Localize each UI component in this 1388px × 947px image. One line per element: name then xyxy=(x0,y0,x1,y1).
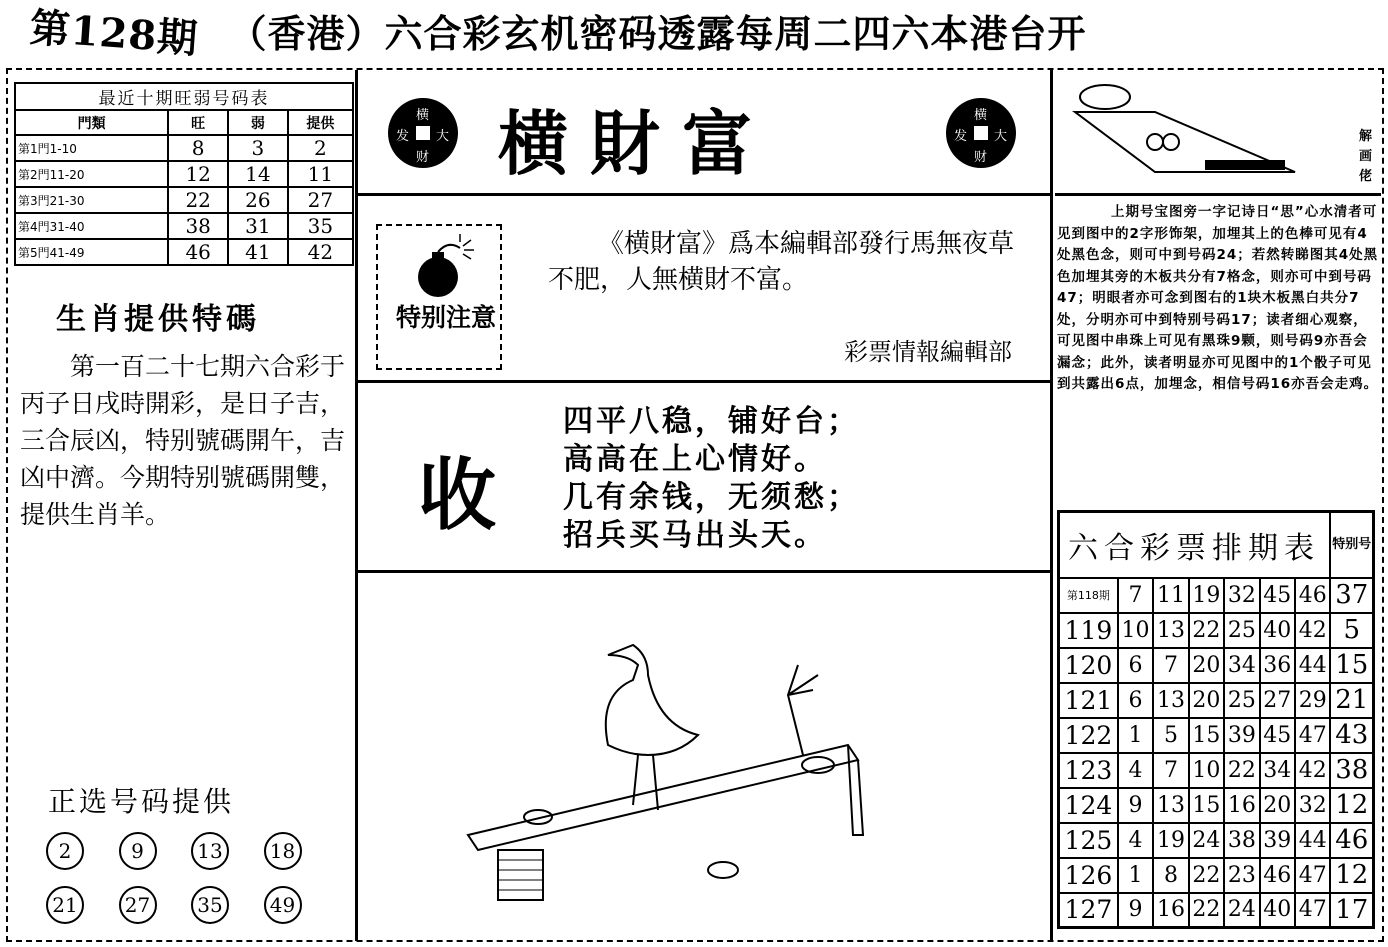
schedule-issue: 127 xyxy=(1059,893,1118,928)
schedule-number: 47 xyxy=(1295,858,1330,893)
coin-char: 发 xyxy=(396,129,410,144)
schedule-number: 22 xyxy=(1189,893,1224,928)
schedule-number: 24 xyxy=(1189,823,1224,858)
schedule-number: 32 xyxy=(1224,578,1259,613)
schedule-number: 9 xyxy=(1118,893,1153,928)
bomb-icon xyxy=(408,232,488,302)
strength-weak: 26 xyxy=(228,187,288,213)
poem-line: 几有余钱，无须愁； xyxy=(563,480,860,515)
schedule-number: 27 xyxy=(1260,683,1295,718)
notice-label: 特别注意 xyxy=(396,303,497,332)
schedule-issue: 126 xyxy=(1059,858,1118,893)
strength-pick: 11 xyxy=(288,161,353,187)
schedule-row xyxy=(1059,648,1374,683)
pick-number-ball: 35 xyxy=(191,886,229,924)
schedule-number: 20 xyxy=(1189,648,1224,683)
coin-char: 大 xyxy=(994,129,1008,144)
coin-char: 横 xyxy=(416,108,430,123)
schedule-number: 1 xyxy=(1118,718,1153,753)
schedule-issue: 123 xyxy=(1059,753,1118,788)
schedule-special: 17 xyxy=(1330,893,1373,928)
schedule-number: 16 xyxy=(1153,893,1188,928)
schedule-number: 8 xyxy=(1153,858,1188,893)
schedule-number: 44 xyxy=(1295,648,1330,683)
schedule-number: 5 xyxy=(1153,718,1188,753)
schedule-number: 45 xyxy=(1260,718,1295,753)
col-header: 提供 xyxy=(288,110,353,135)
pick-number-ball: 2 xyxy=(46,832,84,870)
schedule-special: 43 xyxy=(1330,718,1373,753)
notice-section xyxy=(358,193,1050,383)
strength-strong: 12 xyxy=(168,161,228,187)
schedule-special: 12 xyxy=(1330,788,1373,823)
schedule-number: 34 xyxy=(1260,753,1295,788)
schedule-special: 46 xyxy=(1330,823,1373,858)
schedule-row xyxy=(1059,683,1374,718)
schedule-number: 10 xyxy=(1118,613,1153,648)
schedule-row xyxy=(1059,578,1374,613)
coin-char: 横 xyxy=(974,108,988,123)
poem-section xyxy=(358,383,1050,573)
schedule-number: 32 xyxy=(1295,788,1330,823)
pick-number-ball: 27 xyxy=(119,886,157,924)
zodiac-text: 第一百二十七期六合彩于丙子日戌時開彩，是日子吉，三合辰凶，特别號碼開午，吉凶中濟。今期特别號碼開雙，提供生肖羊。 xyxy=(20,352,346,529)
picks-title: 正选号码提供 xyxy=(48,785,235,818)
picks-list xyxy=(46,832,336,924)
strength-pick: 2 xyxy=(288,135,353,161)
schedule-number: 20 xyxy=(1189,683,1224,718)
riddle-text: 上期号宝图旁一字记诗日“思”心水清者可见到图中的2字形饰架，加埋其上的色棒可见有4处黑色念，则可中到号码24；若然转睇图其4处黑色加埋其旁的木板共分有7格念，则亦可中到号码47；明眼者亦可念到图右的1块木板黑白共分7处，分明亦可中到特别号码17；读者细心观察，可见图中串珠上可见有黑珠9颗，则号码9亦吾会漏念；此外，读者明显亦可见图中的1个骰子可见到共露出6点，加埋念，相信号码16亦吾会走鸡。 xyxy=(1057,204,1379,392)
strength-row xyxy=(15,239,353,265)
schedule-issue: 120 xyxy=(1059,648,1118,683)
schedule-special: 38 xyxy=(1330,753,1373,788)
schedule-number: 42 xyxy=(1295,613,1330,648)
strength-row xyxy=(15,161,353,187)
schedule-number: 22 xyxy=(1224,753,1259,788)
schedule-number: 9 xyxy=(1118,788,1153,823)
strength-label: 第1門1-10 xyxy=(15,135,168,161)
schedule-number: 19 xyxy=(1189,578,1224,613)
schedule-number: 22 xyxy=(1189,858,1224,893)
riddle-picture xyxy=(1055,72,1381,196)
pick-number-ball: 18 xyxy=(264,832,302,870)
schedule-row xyxy=(1059,613,1374,648)
schedule-number: 4 xyxy=(1118,753,1153,788)
schedule-special: 37 xyxy=(1330,578,1373,613)
schedule-number: 13 xyxy=(1153,683,1188,718)
coin-char: 财 xyxy=(416,150,430,165)
schedule-number: 15 xyxy=(1189,788,1224,823)
schedule-special: 5 xyxy=(1330,613,1373,648)
coin-char: 大 xyxy=(436,129,450,144)
schedule-number: 29 xyxy=(1295,683,1330,718)
schedule-number: 13 xyxy=(1153,788,1188,823)
strength-weak: 31 xyxy=(228,213,288,239)
schedule-number: 11 xyxy=(1153,578,1188,613)
schedule-issue: 119 xyxy=(1059,613,1118,648)
special-header: 特别号 xyxy=(1330,512,1373,578)
schedule-number: 40 xyxy=(1260,613,1295,648)
schedule-number: 36 xyxy=(1260,648,1295,683)
schedule-row xyxy=(1059,823,1374,858)
schedule-number: 45 xyxy=(1260,578,1295,613)
schedule-title: 六合彩票排期表 xyxy=(1059,512,1331,578)
schedule-number: 22 xyxy=(1189,613,1224,648)
schedule-number: 16 xyxy=(1224,788,1259,823)
schedule-issue: 121 xyxy=(1059,683,1118,718)
header-title: （香港）六合彩玄机密码透露每周二四六本港台开 xyxy=(228,12,1087,56)
schedule-number: 39 xyxy=(1260,823,1295,858)
schedule-number: 42 xyxy=(1295,753,1330,788)
schedule-row xyxy=(1059,718,1374,753)
schedule-number: 46 xyxy=(1260,858,1295,893)
col-header: 門類 xyxy=(15,110,168,135)
schedule-table xyxy=(1057,510,1375,929)
schedule-row xyxy=(1059,753,1374,788)
strength-pick: 27 xyxy=(288,187,353,213)
schedule-number: 44 xyxy=(1295,823,1330,858)
schedule-row xyxy=(1059,788,1374,823)
crane-on-table-illustration xyxy=(458,585,958,915)
schedule-number: 39 xyxy=(1224,718,1259,753)
zodiac-title: 生肖提供特碼 xyxy=(56,302,260,337)
schedule-number: 6 xyxy=(1118,648,1153,683)
pick-number-ball: 13 xyxy=(191,832,229,870)
page-header xyxy=(30,2,1380,64)
poem-lines xyxy=(563,403,860,555)
strength-weak: 41 xyxy=(228,239,288,265)
coin-char: 发 xyxy=(954,129,968,144)
schedule-number: 20 xyxy=(1260,788,1295,823)
schedule-number: 7 xyxy=(1118,578,1153,613)
schedule-number: 47 xyxy=(1295,718,1330,753)
strength-label: 第5門41-49 xyxy=(15,239,168,265)
strength-label: 第3門21-30 xyxy=(15,187,168,213)
schedule-number: 25 xyxy=(1224,683,1259,718)
middle-column xyxy=(358,70,1053,941)
schedule-number: 19 xyxy=(1153,823,1188,858)
issue-number: 第128期 xyxy=(28,4,200,63)
col-header: 弱 xyxy=(228,110,288,135)
coin-char: 财 xyxy=(974,150,988,165)
pick-number-ball: 9 xyxy=(119,832,157,870)
schedule-number: 34 xyxy=(1224,648,1259,683)
notice-signature: 彩票情報編輯部 xyxy=(844,338,1012,366)
schedule-issue: 124 xyxy=(1059,788,1118,823)
right-column xyxy=(1053,70,1383,941)
poem-line: 招兵买马出头天。 xyxy=(563,518,827,553)
schedule-number: 4 xyxy=(1118,823,1153,858)
masthead-title: 横財富 xyxy=(498,102,774,185)
strength-strong: 38 xyxy=(168,213,228,239)
notice-text: 《横財富》爲本編輯部發行馬無夜草不肥，人無横財不富。 xyxy=(548,229,1015,295)
strength-pick: 42 xyxy=(288,239,353,265)
strength-strong: 46 xyxy=(168,239,228,265)
poem-line: 四平八稳，铺好台； xyxy=(563,404,860,439)
left-column xyxy=(8,70,358,941)
schedule-special: 21 xyxy=(1330,683,1373,718)
strength-strong: 8 xyxy=(168,135,228,161)
schedule-number: 6 xyxy=(1118,683,1153,718)
schedule-issue: 122 xyxy=(1059,718,1118,753)
strength-label: 第4門31-40 xyxy=(15,213,168,239)
strength-row xyxy=(15,135,353,161)
schedule-number: 38 xyxy=(1224,823,1259,858)
notice-badge xyxy=(376,224,502,370)
schedule-number: 40 xyxy=(1260,893,1295,928)
poem-keyword: 收 xyxy=(418,451,497,541)
pick-number-ball: 49 xyxy=(264,886,302,924)
schedule-number: 7 xyxy=(1153,753,1188,788)
coin-icon xyxy=(946,98,1016,168)
schedule-number: 47 xyxy=(1295,893,1330,928)
strength-pick: 35 xyxy=(288,213,353,239)
schedule-issue: 第118期 xyxy=(1059,578,1118,613)
schedule-number: 10 xyxy=(1189,753,1224,788)
poem-line: 高高在上心情好。 xyxy=(563,442,827,477)
strength-table-title: 最近十期旺弱号码表 xyxy=(15,83,353,110)
schedule-row xyxy=(1059,858,1374,893)
schedule-number: 15 xyxy=(1189,718,1224,753)
col-header: 旺 xyxy=(168,110,228,135)
coin-icon xyxy=(388,98,458,168)
schedule-row xyxy=(1059,893,1374,928)
schedule-number: 7 xyxy=(1153,648,1188,683)
strength-row xyxy=(15,213,353,239)
riddle-illustration xyxy=(1055,72,1315,182)
strength-strong: 22 xyxy=(168,187,228,213)
schedule-number: 23 xyxy=(1224,858,1259,893)
schedule-issue: 125 xyxy=(1059,823,1118,858)
schedule-number: 13 xyxy=(1153,613,1188,648)
strength-row xyxy=(15,187,353,213)
schedule-number: 46 xyxy=(1295,578,1330,613)
schedule-number: 1 xyxy=(1118,858,1153,893)
strength-table xyxy=(14,82,354,266)
schedule-number: 25 xyxy=(1224,613,1259,648)
strength-weak: 3 xyxy=(228,135,288,161)
strength-label: 第2門11-20 xyxy=(15,161,168,187)
riddle-label: 解画佬 xyxy=(1359,129,1373,184)
schedule-special: 15 xyxy=(1330,648,1373,683)
schedule-number: 24 xyxy=(1224,893,1259,928)
schedule-special: 12 xyxy=(1330,858,1373,893)
strength-weak: 14 xyxy=(228,161,288,187)
pick-number-ball: 21 xyxy=(46,886,84,924)
